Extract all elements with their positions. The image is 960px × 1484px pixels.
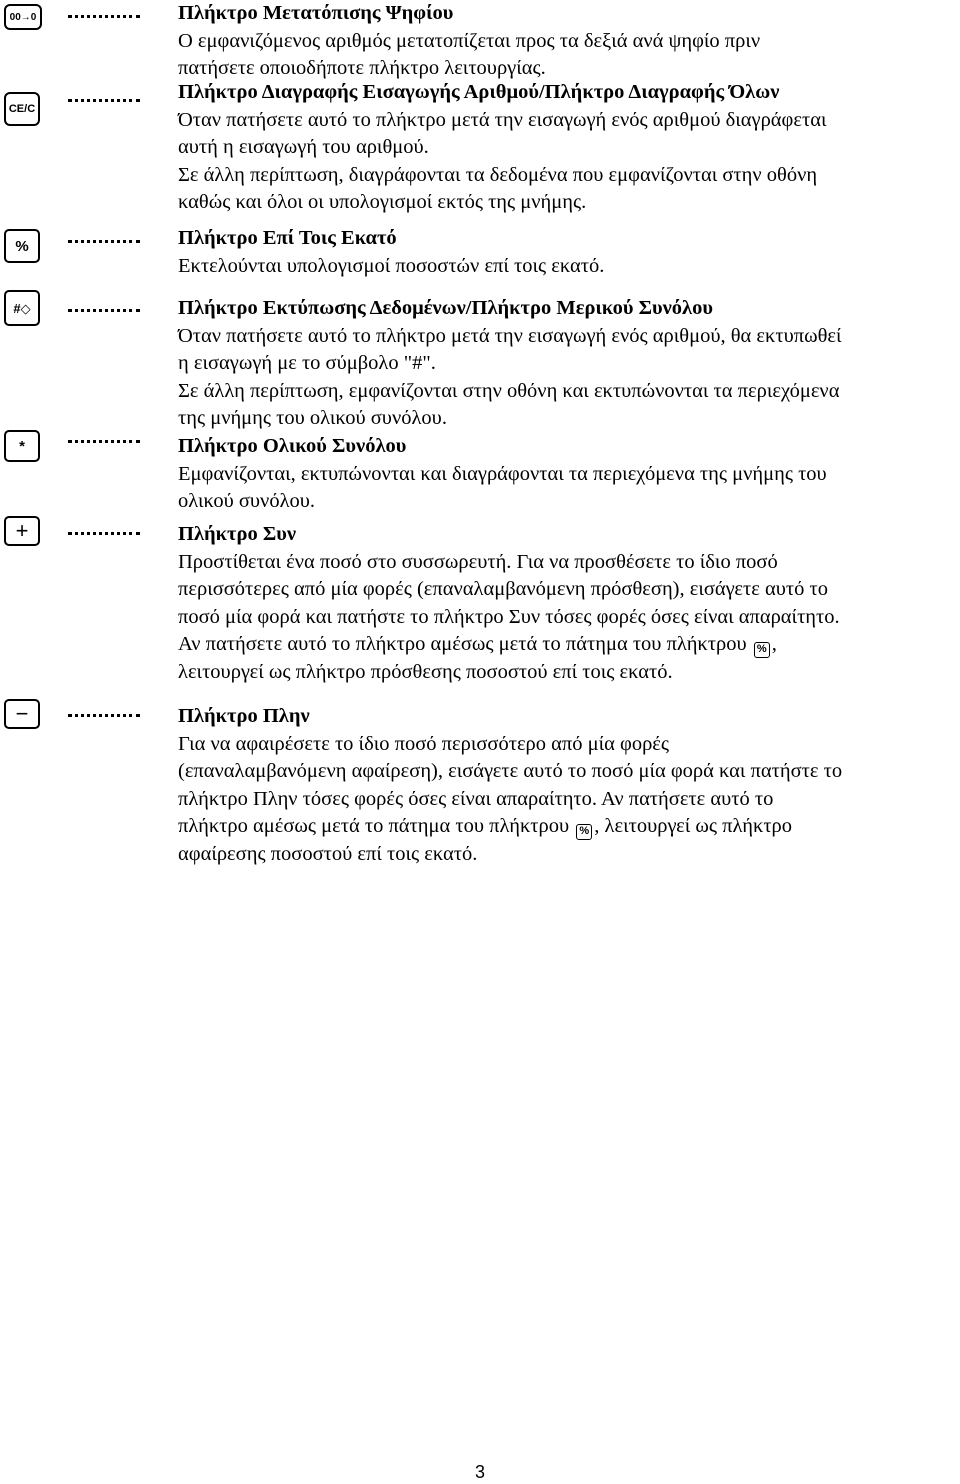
plus-key-icon: +: [4, 516, 40, 546]
minus-key-icon: −: [4, 699, 40, 729]
leader-dots: [68, 440, 140, 443]
entry-line: Προστίθεται ένα ποσό στο συσσωρευτή. Για να προσθέσετε το ίδιο ποσό: [178, 550, 778, 573]
entry-line: Εκτελούνται υπολογισμοί ποσοστών επί τοις εκατό.: [178, 254, 605, 277]
percent-key-icon: %: [4, 229, 40, 263]
entry-line: ποσό μία φορά και πατήστε το πλήκτρο Συν τόσες φορές όσες είναι απαραίτητο.: [178, 605, 840, 628]
entry-title: Πλήκτρο Συν: [178, 523, 297, 545]
entry-line: Εμφανίζονται, εκτυπώνονται και διαγράφονται τα περιεχόμενα της μνήμης του: [178, 462, 827, 485]
entry-title: Πλήκτρο Ολικού Συνόλου: [178, 435, 407, 457]
entry-line: Όταν πατήσετε αυτό το πλήκτρο μετά την εισαγωγή ενός αριθμού, θα εκτυπωθεί: [178, 324, 842, 347]
entry-line: Για να αφαιρέσετε το ίδιο ποσό περισσότερο από μία φορές: [178, 732, 670, 755]
entry-line: Ο εμφανιζόμενος αριθμός μετατοπίζεται προς τα δεξιά ανά ψηφίο πριν: [178, 29, 761, 52]
entry-line: ολικού συνόλου.: [178, 490, 316, 512]
entry-line: Όταν πατήσετε αυτό το πλήκτρο μετά την εισαγωγή ενός αριθμού διαγράφεται: [178, 108, 827, 131]
entry-line: πλήκτρο Πλην τόσες φορές όσες είναι απαραίτητο. Αν πατήσετε αυτό το: [178, 787, 774, 810]
entry-line: πατήσετε οποιοδήποτε πλήκτρο λειτουργίας.: [178, 57, 546, 79]
entry-line: [178, 631, 958, 659]
leader-dots: [68, 15, 140, 18]
entry-line: [178, 813, 958, 841]
entry-title: Πλήκτρο Διαγραφής Εισαγωγής Αριθμού/Πλήκτρο Διαγραφής Όλων: [178, 81, 780, 103]
entry-line: Σε άλλη περίπτωση, εμφανίζονται στην οθόνη και εκτυπώνονται τα περιεχόμενα: [178, 379, 840, 402]
entry-line: αυτή η εισαγωγή του αριθμού.: [178, 136, 429, 158]
entry-line: αφαίρεσης ποσοστού επί τοις εκατό.: [178, 842, 478, 865]
leader-dots: [68, 99, 140, 102]
entry-title: Πλήκτρο Εκτύπωσης Δεδομένων/Πλήκτρο Μερικού Συνόλου: [178, 297, 713, 319]
entry-line: της μνήμης του ολικού συνόλου.: [178, 407, 447, 429]
entry-line: λειτουργεί ως πλήκτρο πρόσθεσης ποσοστού επί τοις εκατό.: [178, 660, 673, 683]
entry-line: (επαναλαμβανόμενη αφαίρεση), εισάγετε αυτό το ποσό μία φορά και πατήστε το: [178, 760, 843, 782]
percent-inline-key-icon: %: [754, 642, 770, 658]
entry-title: Πλήκτρο Μετατόπισης Ψηφίου: [178, 2, 454, 24]
percent-inline-key-icon: %: [576, 824, 592, 840]
print-subtotal-key-icon: #◇: [4, 290, 40, 326]
leader-dots: [68, 240, 140, 243]
entry-line-text: πλήκτρο αμέσως μετά το πάτημα του πλήκτρου: [178, 815, 570, 837]
entry-line: περισσότερες από μία φορές (επαναλαμβανόμενη πρόσθεση), εισάγετε αυτό το: [178, 578, 828, 600]
digit-shift-key-icon: 00→0: [4, 4, 42, 30]
entry-title: Πλήκτρο Πλην: [178, 705, 310, 727]
entry-line-text: Αν πατήσετε αυτό το πλήκτρο αμέσως μετά το πάτημα του πλήκτρου: [178, 633, 747, 655]
entry-line: Σε άλλη περίπτωση, διαγράφονται τα δεδομένα που εμφανίζονται στην οθόνη: [178, 163, 818, 186]
page-number: 3: [474, 1462, 485, 1482]
clear-entry-key-icon: CE/C: [4, 92, 40, 126]
leader-dots: [68, 532, 140, 535]
leader-dots: [68, 714, 140, 717]
leader-dots: [68, 309, 140, 312]
entry-line-suffix: , λειτουργεί ως πλήκτρο: [594, 815, 793, 837]
entry-line-suffix: ,: [771, 633, 777, 655]
entry-title: Πλήκτρο Επί Τοις Εκατό: [178, 227, 397, 249]
entry-line: καθώς και όλοι οι υπολογισμοί εκτός της μνήμης.: [178, 191, 587, 213]
total-key-icon: *: [4, 430, 40, 462]
entry-line: η εισαγωγή με το σύμβολο "#".: [178, 352, 436, 374]
